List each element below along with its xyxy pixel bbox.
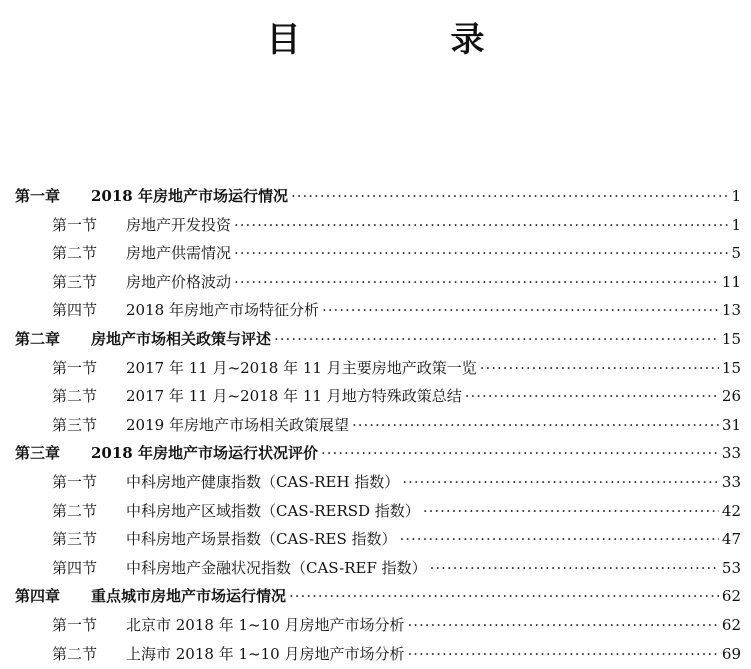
toc-page-number: 33 bbox=[721, 472, 741, 491]
toc-section[interactable] bbox=[15, 239, 741, 268]
toc-page-number: 1 bbox=[731, 215, 741, 234]
toc-number: 第四节 bbox=[52, 301, 98, 320]
dot-leader bbox=[407, 611, 718, 640]
toc-title: 中科房地产健康指数（CAS-REH 指数） bbox=[126, 472, 400, 491]
dot-leader bbox=[234, 268, 719, 297]
toc-page-number: 53 bbox=[721, 558, 741, 577]
dot-leader bbox=[274, 325, 719, 354]
toc-title: 房地产供需情况 bbox=[126, 244, 232, 263]
toc-chapter-1[interactable] bbox=[15, 182, 741, 211]
toc-title: 房地产市场相关政策与评述 bbox=[91, 329, 272, 348]
toc-page-number: 69 bbox=[721, 644, 741, 663]
dot-leader bbox=[291, 182, 728, 211]
toc-title: 房地产价格波动 bbox=[126, 272, 232, 291]
toc-title: 2018 年房地产市场运行情况 bbox=[91, 187, 288, 205]
toc-page-number: 47 bbox=[721, 530, 741, 549]
toc-title: 2018 年房地产市场运行状况评价 bbox=[91, 444, 318, 463]
dot-leader bbox=[234, 239, 728, 268]
toc-section[interactable] bbox=[15, 525, 741, 554]
toc-section[interactable] bbox=[15, 296, 741, 325]
toc-section[interactable] bbox=[15, 211, 741, 240]
toc-number: 第一节 bbox=[52, 358, 98, 377]
toc-title: 北京市 2018 年 1~10 月房地产市场分析 bbox=[126, 615, 405, 634]
toc-title: 重点城市房地产市场运行情况 bbox=[91, 587, 287, 606]
toc-section[interactable] bbox=[15, 268, 741, 297]
toc-chapter-2[interactable] bbox=[15, 325, 741, 354]
toc-section[interactable] bbox=[15, 468, 741, 497]
toc-page-number: 1 bbox=[731, 187, 741, 205]
toc-number: 第四章 bbox=[15, 587, 61, 606]
toc-number: 第二节 bbox=[52, 387, 98, 406]
toc-number: 第一章 bbox=[15, 187, 61, 205]
toc-number: 第一节 bbox=[52, 615, 98, 634]
dot-leader bbox=[465, 382, 719, 411]
toc-title: 中科房地产金融状况指数（CAS-REF 指数） bbox=[126, 558, 427, 577]
toc-number: 第二节 bbox=[52, 501, 98, 520]
toc-title: 2017 年 11 月~2018 年 11 月主要房地产政策一览 bbox=[126, 358, 477, 377]
toc-page-number: 62 bbox=[721, 615, 741, 634]
toc-title: 2019 年房地产市场相关政策展望 bbox=[126, 415, 349, 434]
toc-section[interactable] bbox=[15, 411, 741, 440]
toc-number: 第三节 bbox=[52, 530, 98, 549]
toc-title: 2018 年房地产市场特征分析 bbox=[126, 301, 319, 320]
toc-title: 中科房地产场景指数（CAS-RES 指数） bbox=[126, 530, 397, 549]
toc-chapter-3[interactable] bbox=[15, 439, 741, 468]
toc-number: 第三章 bbox=[15, 444, 61, 463]
toc-page-number: 26 bbox=[721, 387, 741, 406]
toc-number: 第三节 bbox=[52, 272, 98, 291]
toc-section[interactable] bbox=[15, 382, 741, 411]
toc-page-number: 13 bbox=[721, 301, 741, 320]
toc-number: 第四节 bbox=[52, 558, 98, 577]
dot-leader bbox=[400, 525, 719, 554]
toc-page-number: 33 bbox=[721, 444, 741, 463]
toc-title: 上海市 2018 年 1~10 月房地产市场分析 bbox=[126, 644, 405, 663]
toc-number: 第二节 bbox=[52, 244, 98, 263]
toc-section[interactable] bbox=[15, 354, 741, 383]
toc-page-number: 31 bbox=[721, 415, 741, 434]
toc-page-number: 11 bbox=[721, 272, 741, 291]
toc-title: 2017 年 11 月~2018 年 11 月地方特殊政策总结 bbox=[126, 387, 462, 406]
dot-leader bbox=[407, 640, 718, 669]
dot-leader bbox=[430, 554, 719, 583]
toc-page-number: 62 bbox=[721, 587, 741, 606]
page-title: 目 录 bbox=[266, 20, 543, 60]
dot-leader bbox=[322, 296, 719, 325]
toc-page-number: 5 bbox=[731, 244, 741, 263]
toc-number: 第一节 bbox=[52, 215, 98, 234]
dot-leader bbox=[352, 411, 719, 440]
dot-leader bbox=[423, 497, 719, 526]
dot-leader bbox=[234, 211, 728, 240]
toc-title: 中科房地产区域指数（CAS-RERSD 指数） bbox=[126, 501, 420, 520]
table-of-contents bbox=[15, 182, 741, 668]
toc-section[interactable] bbox=[15, 611, 741, 640]
toc-page-number: 42 bbox=[721, 501, 741, 520]
dot-leader bbox=[480, 354, 719, 383]
toc-chapter-4[interactable] bbox=[15, 582, 741, 611]
dot-leader bbox=[289, 582, 719, 611]
toc-section[interactable] bbox=[15, 497, 741, 526]
toc-number: 第二章 bbox=[15, 329, 61, 348]
toc-section[interactable] bbox=[15, 640, 741, 669]
dot-leader bbox=[321, 439, 719, 468]
toc-section[interactable] bbox=[15, 554, 741, 583]
dot-leader bbox=[402, 468, 719, 497]
toc-page-number: 15 bbox=[721, 329, 741, 348]
toc-number: 第二节 bbox=[52, 644, 98, 663]
toc-number: 第一节 bbox=[52, 472, 98, 491]
toc-page-number: 15 bbox=[721, 358, 741, 377]
toc-number: 第三节 bbox=[52, 415, 98, 434]
toc-title: 房地产开发投资 bbox=[126, 215, 232, 234]
